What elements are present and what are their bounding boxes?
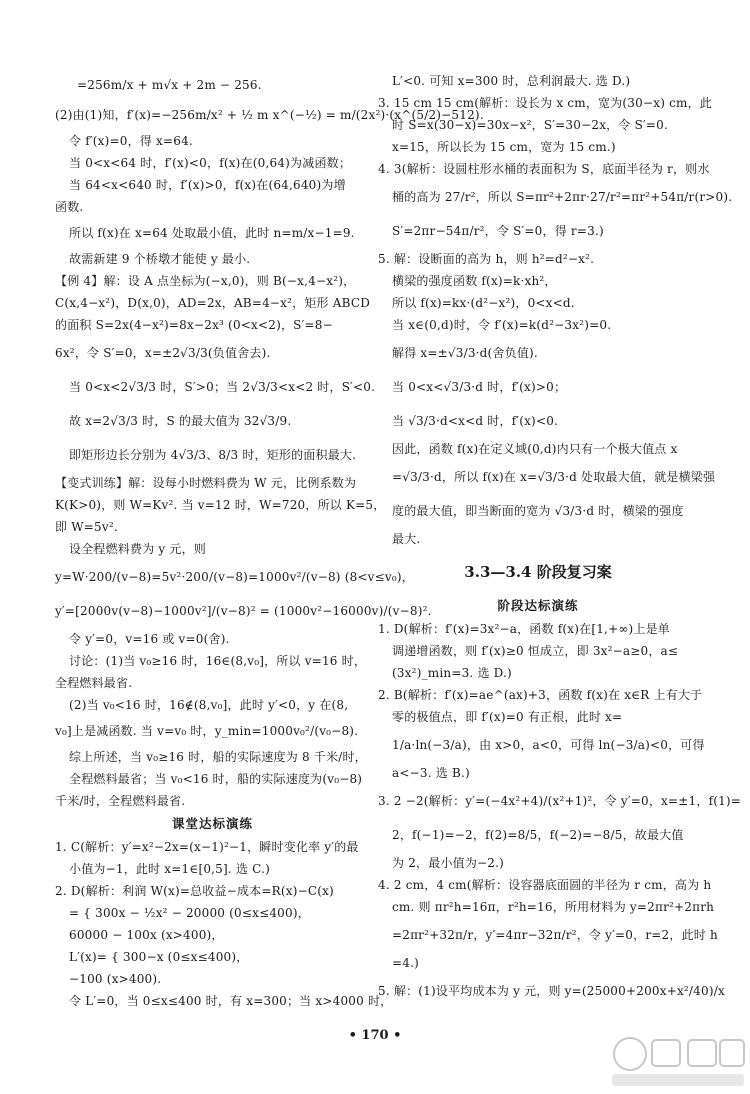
text-line: 综上所述，当 v₀≥16 时，船的实际速度为 8 千米/时， [69, 750, 367, 764]
text-line: (3x²)_min=3. 选 D.) [392, 666, 512, 680]
text-line: 5. 解：(1)设平均成本为 y 元，则 y=(25000+200x+x²/40)/x [378, 984, 725, 998]
text-line: 3. 15 cm 15 cm(解析：设长为 x cm，宽为(30−x) cm，此 [378, 96, 712, 110]
text-line: 令 f′(x)=0，得 x=64. [69, 134, 193, 148]
text-line: L′(x)= { 300−x (0≤x≤400)， [69, 950, 249, 964]
text-line: 千米/时，全程燃料最省. [55, 794, 186, 808]
text-line: 为 2，最小值为−2.) [392, 856, 505, 870]
text-line: 60000 − 100x (x>400)， [69, 928, 224, 942]
text-line: S′=2πr−54π/r²，令 S′=0，得 r=3.) [392, 224, 604, 238]
text-line: v₀]上是减函数. 当 v=v₀ 时，y_min=1000v₀²/(v₀−8). [55, 724, 359, 738]
text-line: x=15，所以长为 15 cm，宽为 15 cm.) [392, 140, 616, 154]
text-line: 4. 2 cm，4 cm(解析：设容器底面圆的半径为 r cm，高为 h [378, 878, 712, 892]
text-line: 设全程燃料费为 y 元，则 [69, 542, 207, 556]
text-line: 1/a·ln(−3/a)，由 x>0，a<0，可得 ln(−3/a)<0，可得 [392, 738, 705, 752]
text-line: L′<0. 可知 x=300 时，总利润最大. 选 D.) [392, 74, 631, 88]
section-heading: 3.3—3.4 阶段复习案 [464, 563, 612, 581]
text-line: y=W·200/(v−8)=5v²·200/(v−8)=1000v²/(v−8) (8<v≤v₀)， [55, 570, 414, 584]
text-line: 所以 f(x)=kx·(d²−x²)，0<x<d. [392, 296, 575, 310]
text-line: 【例 4】解：设 A 点坐标为(−x,0)，则 B(−x,4−x²)， [55, 274, 356, 288]
text-line: 小值为−1，此时 x=1∈[0,5]. 选 C.) [69, 862, 270, 876]
text-line: K(K>0)，则 W=Kv². 当 v=12 时，W=720，所以 K=5， [55, 498, 386, 512]
text-line: = { 300x − ½x² − 20000 (0≤x≤400)， [69, 906, 310, 920]
text-line: =√3/3·d，所以 f(x)在 x=√3/3·d 处取最大值，就是横梁强 [392, 470, 716, 484]
subsection-heading: 阶段达标演练 [497, 598, 579, 613]
text-line: 时 S=x(30−x)=30x−x²，S′=30−2x，令 S′=0. [392, 118, 669, 132]
text-line: cm. 则 πr²h=16π，r²h=16，所用材料为 y=2πr²+2πrh [392, 900, 715, 914]
text-line: 当 0<x<√3/3·d 时，f′(x)>0； [392, 380, 567, 394]
text-line: 【变式训练】解：设每小时燃料费为 W 元，比例系数为 [55, 476, 357, 490]
text-line: 的面积 S=2x(4−x²)=8x−2x³ (0<x<2)，S′=8− [55, 318, 333, 332]
text-line: 讨论：(1)当 v₀≥16 时，16∈(8,v₀]，所以 v=16 时， [69, 654, 367, 668]
text-line: −100 (x>400). [69, 972, 162, 986]
text-line: 函数. [55, 200, 84, 214]
text-line: 全程燃料最省；当 v₀<16 时，船的实际速度为(v₀−8) [69, 772, 363, 786]
text-line: 最大. [392, 532, 421, 546]
text-line: 当 x∈(0,d)时，令 f′(x)=k(d²−3x²)=0. [392, 318, 612, 332]
text-line: =256m/x + m√x + 2m − 256. [77, 78, 262, 92]
text-line: 2，f(−1)=−2，f(2)=8/5，f(−2)=−8/5，故最大值 [392, 828, 684, 842]
text-line: =4.) [392, 956, 419, 970]
text-line: 故 x=2√3/3 时，S 的最大值为 32√3/9. [69, 414, 292, 428]
text-line: 2. D(解析：利润 W(x)=总收益−成本=R(x)−C(x) [55, 884, 334, 898]
text-line: 当 0<x<64 时，f′(x)<0，f(x)在(0,64)为减函数； [69, 156, 352, 170]
text-line: 3. 2 −2(解析：y′=(−4x²+4)/(x²+1)²，令 y′=0，x=±1，f(1)= [378, 794, 742, 808]
text-line: 所以 f(x)在 x=64 处取最小值，此时 n=m/x−1=9. [69, 226, 355, 240]
text-line: 横梁的强度函数 f(x)=k·xh²， [392, 274, 557, 288]
text-line: 令 y′=0，v=16 或 v=0(舍). [69, 632, 230, 646]
text-line: 即矩形边长分别为 4√3/3、8/3 时，矩形的面积最大. [69, 448, 357, 462]
text-line: 1. C(解析：y′=x²−2x=(x−1)²−1，瞬时变化率 y′的最 [55, 840, 359, 854]
text-line: 故需新建 9 个桥墩才能使 y 最小. [69, 252, 251, 266]
text-line: 桶的高为 27/r²，所以 S=πr²+2πr·27/r²=πr²+54π/r(r>0). [392, 190, 733, 204]
text-line: y′=[2000v(v−8)−1000v²]/(v−8)² = (1000v²−16000v)/(v−8)². [55, 604, 432, 618]
text-line: =2πr²+32π/r，y′=4πr−32π/r²，令 y′=0，r=2，此时 h [392, 928, 718, 942]
text-line: 6x²，令 S′=0，x=±2√3/3(负值舍去). [55, 346, 271, 360]
text-line: (2)由(1)知，f′(x)=−256m/x² + ½ m x^(−½) = m/(2x²)·(x^(5/2)−512). [55, 108, 484, 122]
text-line: 2. B(解析：f′(x)=ae^(ax)+3，函数 f(x)在 x∈R 上有大于 [378, 688, 703, 702]
text-line: 1. D(解析：f′(x)=3x²−a，函数 f(x)在[1,+∞)上是单 [378, 622, 670, 636]
text-line: 零的极值点，即 f′(x)=0 有正根，此时 x= [392, 710, 623, 724]
text-line: (2)当 v₀<16 时，16∉(8,v₀]，此时 y′<0，y 在(8, [69, 698, 349, 712]
page-number: • 170 • [348, 1028, 402, 1043]
text-line: 4. 3(解析：设圆柱形水桶的表面积为 S，底面半径为 r，则水 [378, 162, 710, 176]
text-line: 当 √3/3·d<x<d 时，f′(x)<0. [392, 414, 559, 428]
text-line: 5. 解：设断面的高为 h，则 h²=d²−x². [378, 252, 595, 266]
text-line: 度的最大值，即当断面的宽为 √3/3·d 时，横梁的强度 [392, 504, 684, 518]
right-column [378, 70, 742, 1008]
text-line: 解得 x=±√3/3·d(舍负值). [392, 346, 538, 360]
text-line: 即 W=5v². [55, 520, 118, 534]
text-line: C(x,4−x²)，D(x,0)，AD=2x，AB=4−x²，矩形 ABCD [55, 296, 371, 310]
text-line: 当 64<x<640 时，f′(x)>0，f(x)在(64,640)为增 [69, 178, 346, 192]
text-line: a<−3. 选 B.) [392, 766, 470, 780]
text-line: 因此，函数 f(x)在定义域(0,d)内只有一个极大值点 x [392, 442, 678, 456]
subsection-heading: 课堂达标演练 [171, 816, 253, 831]
text-line: 全程燃料最省. [55, 676, 133, 690]
text-line: 当 0<x<2√3/3 时，S′>0；当 2√3/3<x<2 时，S′<0. [69, 380, 376, 394]
text-line: 令 L′=0，当 0≤x≤400 时，有 x=300；当 x>4000 时， [69, 994, 393, 1008]
watermark-logo [608, 1032, 748, 1090]
text-line: 调递增函数，则 f′(x)≥0 恒成立，即 3x²−a≥0，a≤ [392, 644, 679, 658]
